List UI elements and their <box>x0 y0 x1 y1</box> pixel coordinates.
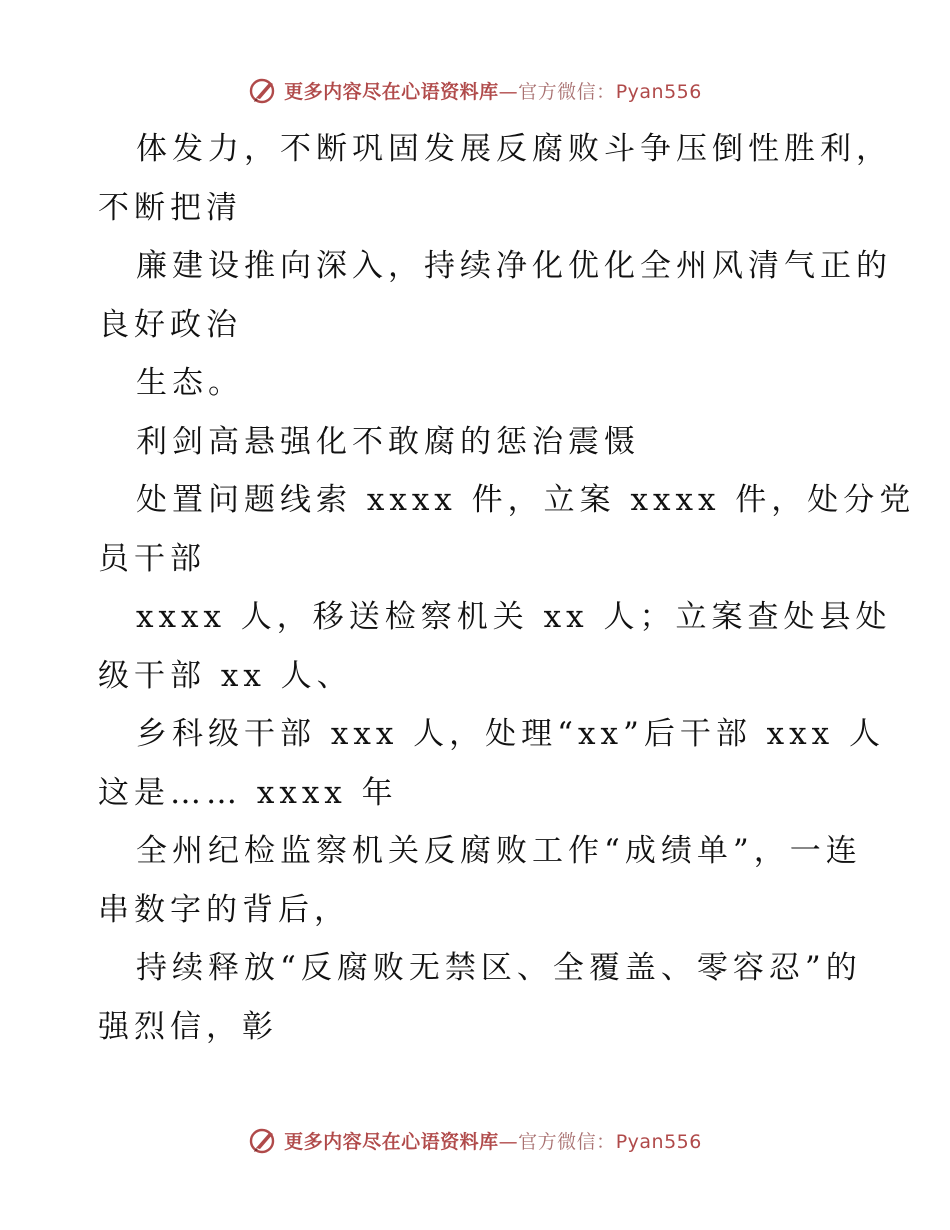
body-line: 体发力，不断巩固发展反腐败斗争压倒性胜利， <box>136 131 892 167</box>
header-wechat-id: Pyan556 <box>615 80 702 103</box>
header-banner <box>0 70 950 110</box>
header-wechat-label: 官方微信： <box>518 80 616 103</box>
footer-wechat-id: Pyan556 <box>615 1130 702 1153</box>
body-line: 持续释放“反腐败无禁区、全覆盖、零容忍”的 <box>136 950 862 986</box>
header-brand-text: 更多内容尽在心语资料库 <box>284 80 499 103</box>
body-line: 串数字的背后， <box>98 891 350 928</box>
body-line: 全州纪检监察机关反腐败工作“成绩单”，一连 <box>136 833 862 869</box>
quill-pen-icon <box>248 1125 278 1155</box>
header-banner-text <box>284 77 702 104</box>
quill-pen-icon <box>248 75 278 105</box>
section-heading: 利剑高悬强化不敢腐的惩治震慑 <box>136 423 640 460</box>
footer-wechat-label: 官方微信： <box>518 1130 616 1153</box>
footer-banner <box>0 1120 950 1160</box>
body-line: 级干部 xx 人、 <box>98 657 353 694</box>
body-line: 处置问题线索 xxxx 件，立案 xxxx 件，处分党 <box>136 482 916 518</box>
body-line: 廉建设推向深入，持续净化优化全州风清气正的 <box>136 248 892 284</box>
body-line: xxxx 人，移送检察机关 xx 人；立案查处县处 <box>136 599 892 635</box>
body-line: 良好政治 <box>98 306 242 343</box>
body-line: 强烈信，彰 <box>98 1008 278 1045</box>
body-line: 员干部 <box>98 540 206 577</box>
body-line: 生态。 <box>136 365 244 401</box>
body-line: 不断把清 <box>98 189 242 226</box>
header-dash: — <box>498 80 519 103</box>
footer-brand-text: 更多内容尽在心语资料库 <box>284 1130 499 1153</box>
document-body <box>98 120 916 1056</box>
body-line: 这是…… xxxx 年 <box>98 774 398 811</box>
footer-banner-text <box>284 1127 702 1154</box>
body-line: 乡科级干部 xxx 人，处理“xx”后干部 xxx 人 <box>136 716 885 752</box>
footer-dash: — <box>498 1130 519 1153</box>
